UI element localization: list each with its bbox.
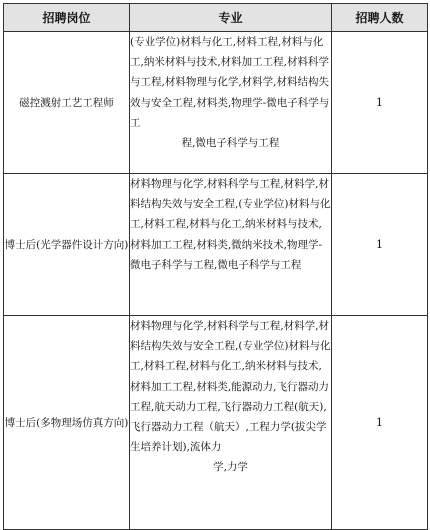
count-cell: 1 xyxy=(332,32,428,174)
position-cell: 博士后(多物理场仿真方向) xyxy=(4,316,130,530)
header-position: 招聘岗位 xyxy=(4,4,130,32)
major-text: (专业学位)材料与化工,材料工程,材料与化工,纳米材料与技术,材料加工工程,材料科学与工程,材料物理与化学,材料学,材料结构失效与安全工程,材料类,物理学-微电子科学与工 xyxy=(130,36,330,129)
major-cell xyxy=(130,316,332,530)
recruitment-table xyxy=(3,3,428,530)
table-header-row xyxy=(4,4,428,32)
major-text: 材料物理与化学,材料科学与工程,材料学,材料结构失效与安全工程,(专业学位)材料与化工,材料工程,材料与化工,纳米材料与技术,材料加工工程,材料类,能源动力,飞行器动力工程,航天动力工程,飞行器动力工程(航天),飞行器动力工程（航天）,工程力学(拔尖学生培养计划),流体力 xyxy=(130,320,331,454)
table-row xyxy=(4,316,428,530)
position-cell: 博士后(光学器件设计方向) xyxy=(4,174,130,316)
table-row xyxy=(4,174,428,316)
major-text-tail: 学,力学 xyxy=(213,461,248,474)
header-count: 招聘人数 xyxy=(332,4,428,32)
major-cell xyxy=(130,174,332,316)
major-text-tail: 程,微电子科学与工程 xyxy=(181,137,280,150)
count-cell: 1 xyxy=(332,174,428,316)
major-text: 材料物理与化学,材料科学与工程,材料学,材料结构失效与安全工程,(专业学位)材料与化工,材料工程,材料与化工,纳米材料与技术,材料加工工程,材料类,微纳米技术,物理学-微电子科学与工程,微电子科学与工程 xyxy=(130,178,331,271)
position-cell: 磁控溅射工艺工程师 xyxy=(4,32,130,174)
major-cell xyxy=(130,32,332,174)
count-cell: 1 xyxy=(332,316,428,530)
table-row xyxy=(4,32,428,174)
header-major: 专业 xyxy=(130,4,332,32)
